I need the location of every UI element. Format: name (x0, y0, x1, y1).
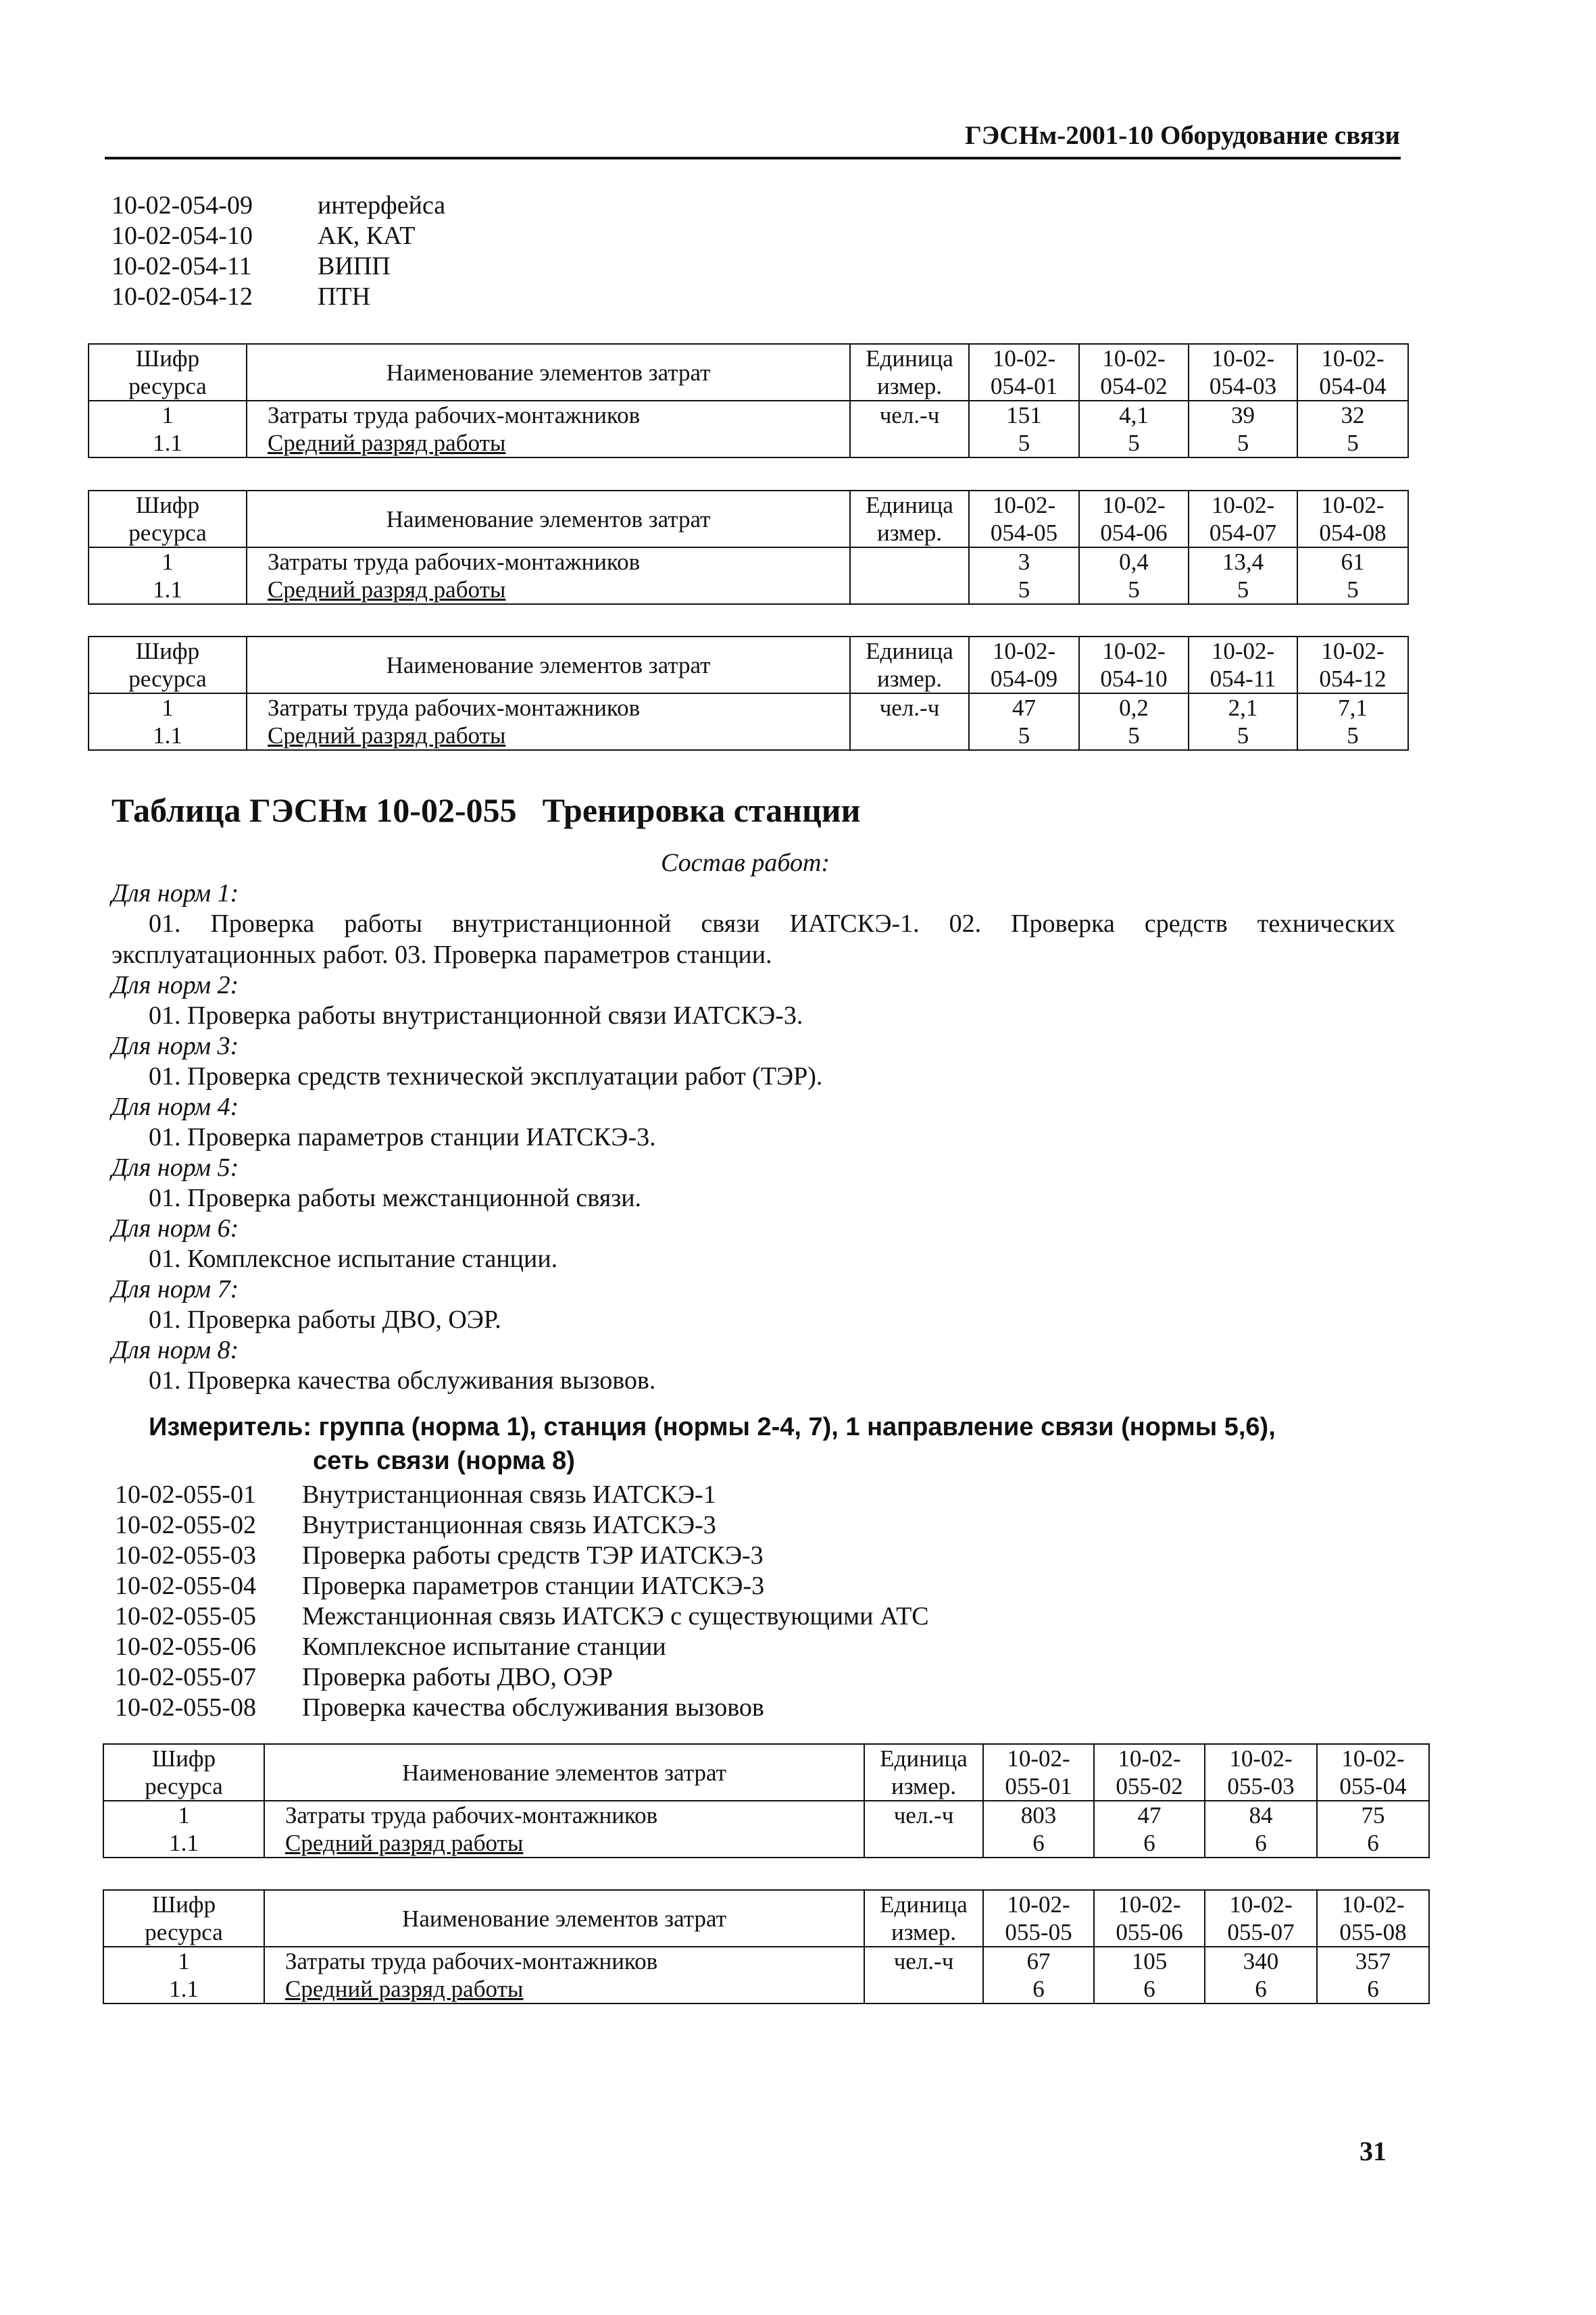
norm-label: Для норм 3: (111, 1032, 239, 1060)
norm-label: Для норм 4: (111, 1093, 239, 1121)
list-item (115, 1480, 1128, 1510)
table-row (89, 576, 1408, 604)
header-name: Наименование элементов затрат (247, 344, 850, 401)
row-value: 6 (1317, 1829, 1429, 1858)
row-unit (850, 429, 969, 457)
header-unit: Единица измер. (864, 1744, 983, 1801)
row-value: 32 (1297, 401, 1408, 429)
row-value: 6 (1094, 1975, 1205, 2003)
item-code: 10-02-055-02 (115, 1511, 256, 1539)
row-code: 1.1 (89, 429, 247, 457)
row-value: 13,4 (1189, 547, 1297, 576)
row-value: 67 (983, 1947, 1094, 1975)
header-norm-code: 10-02- 054-11 (1189, 637, 1297, 693)
table-header-row (103, 1890, 1429, 1947)
table-header-row (89, 637, 1408, 693)
row-value: 340 (1205, 1947, 1317, 1975)
table-row (89, 429, 1408, 457)
row-value: 5 (969, 576, 1079, 604)
header-norm-code: 10-02- 054-10 (1079, 637, 1189, 693)
list-item (115, 1632, 1128, 1662)
row-unit (850, 722, 969, 750)
table-row (103, 1947, 1429, 1975)
list-item (111, 191, 720, 221)
row-unit: чел.-ч (850, 693, 969, 722)
norm-work-line: 01. Проверка работы межстанционной связи. (149, 1184, 642, 1212)
item-code: 10-02-055-01 (115, 1480, 256, 1509)
list-item (115, 1571, 1128, 1601)
item-name: Межстанционная связь ИАТСКЭ с существующими АТС (302, 1602, 929, 1631)
row-value: 4,1 (1079, 401, 1189, 429)
list-item (111, 221, 720, 251)
norm-label: Для норм 8: (111, 1336, 239, 1364)
item-name: Проверка качества обслуживания вызовов (302, 1693, 764, 1722)
resource-table-1 (88, 343, 1409, 458)
meter-line: сеть связи (норма 8) (313, 1447, 575, 1475)
table-code: Таблица ГЭСНм 10-02-055 (111, 791, 517, 829)
row-value: 0,4 (1079, 547, 1189, 576)
header-norm-code: 10-02- 055-02 (1094, 1744, 1205, 1801)
list-item (115, 1541, 1128, 1571)
item-name: АК, КАТ (318, 222, 416, 250)
header-unit: Единица измер. (850, 491, 969, 547)
header-norm-code: 10-02- 054-04 (1297, 344, 1408, 401)
list-item (115, 1601, 1128, 1632)
item-code: 10-02-054-10 (111, 222, 253, 250)
row-unit: чел.-ч (850, 401, 969, 429)
row-name: Средний разряд работы (247, 722, 850, 750)
row-value: 84 (1205, 1801, 1317, 1829)
header-norm-code: 10-02- 054-02 (1079, 344, 1189, 401)
table-name: Тренировка станции (542, 791, 861, 829)
resource-table-4 (103, 1743, 1430, 1858)
resource-table-2 (88, 490, 1409, 605)
row-value: 61 (1297, 547, 1408, 576)
item-code: 10-02-054-11 (111, 252, 252, 280)
item-name: ПТН (318, 282, 371, 311)
norm-work-line: 01. Проверка качества обслуживания вызовов. (149, 1366, 656, 1395)
table-row (103, 1829, 1429, 1858)
row-value: 5 (1079, 429, 1189, 457)
row-name: Средний разряд работы (264, 1975, 864, 2003)
table-row (89, 722, 1408, 750)
header-name: Наименование элементов затрат (264, 1890, 864, 1947)
row-value: 75 (1317, 1801, 1429, 1829)
norm-work-line: 01. Проверка работы внутристанционной связи ИАТСКЭ-1. 02. Проверка средств технических (149, 910, 1395, 938)
row-unit: чел.-ч (864, 1947, 983, 1975)
header-norm-code: 10-02- 054-03 (1189, 344, 1297, 401)
norm-work-line: 01. Проверка параметров станции ИАТСКЭ-3. (149, 1123, 656, 1151)
item-code: 10-02-055-07 (115, 1663, 256, 1691)
row-value: 357 (1317, 1947, 1429, 1975)
row-value: 5 (1189, 429, 1297, 457)
header-norm-code: 10-02- 054-01 (969, 344, 1079, 401)
row-value: 47 (969, 693, 1079, 722)
header-norm-code: 10-02- 055-01 (983, 1744, 1094, 1801)
row-value: 2,1 (1189, 693, 1297, 722)
row-value: 6 (1205, 1829, 1317, 1858)
row-value: 5 (1297, 429, 1408, 457)
row-value: 6 (1317, 1975, 1429, 2003)
row-code: 1 (103, 1947, 264, 1975)
row-value: 5 (969, 722, 1079, 750)
header-norm-code: 10-02- 055-06 (1094, 1890, 1205, 1947)
row-name: Затраты труда рабочих-монтажников (264, 1947, 864, 1975)
row-name: Средний разряд работы (264, 1829, 864, 1858)
row-value: 105 (1094, 1947, 1205, 1975)
page-number: 31 (1360, 2136, 1387, 2166)
item-name: интерфейса (318, 191, 446, 220)
item-code: 10-02-054-09 (111, 191, 253, 220)
row-code: 1.1 (103, 1829, 264, 1858)
header-norm-code: 10-02- 054-08 (1297, 491, 1408, 547)
norm-code-list (115, 1480, 1128, 1723)
header-norm-code: 10-02- 055-05 (983, 1890, 1094, 1947)
row-name: Затраты труда рабочих-монтажников (247, 693, 850, 722)
norm-work-line: эксплуатационных работ. 03. Проверка параметров станции. (111, 941, 772, 969)
norm-label: Для норм 2: (111, 971, 239, 999)
table-header-row (89, 491, 1408, 547)
norm-work-line: 01. Проверка средств технической эксплуатации работ (ТЭР). (149, 1062, 823, 1091)
row-value: 0,2 (1079, 693, 1189, 722)
header-cipher: Шифр ресурса (89, 344, 247, 401)
row-unit (850, 576, 969, 604)
list-item (111, 282, 720, 312)
row-value: 5 (1189, 722, 1297, 750)
item-code: 10-02-055-06 (115, 1633, 256, 1661)
row-unit: чел.-ч (864, 1801, 983, 1829)
resource-table-5 (103, 1889, 1430, 2004)
header-norm-code: 10-02- 054-12 (1297, 637, 1408, 693)
list-item (115, 1510, 1128, 1541)
row-code: 1 (89, 401, 247, 429)
item-name: Внутристанционная связь ИАТСКЭ-1 (302, 1480, 716, 1509)
list-item (115, 1662, 1128, 1693)
header-norm-code: 10-02- 054-06 (1079, 491, 1189, 547)
header-cipher: Шифр ресурса (103, 1890, 264, 1947)
header-norm-code: 10-02- 055-03 (1205, 1744, 1317, 1801)
norm-work-line: 01. Комплексное испытание станции. (149, 1245, 558, 1273)
item-name: Комплексное испытание станции (302, 1633, 666, 1661)
row-value: 5 (1079, 576, 1189, 604)
row-value: 5 (1297, 576, 1408, 604)
header-divider (105, 157, 1401, 159)
norm-work-line: 01. Проверка работы ДВО, ОЭР. (149, 1305, 501, 1334)
row-code: 1 (103, 1801, 264, 1829)
row-name: Затраты труда рабочих-монтажников (247, 547, 850, 576)
header-unit: Единица измер. (850, 344, 969, 401)
header-name: Наименование элементов затрат (264, 1744, 864, 1801)
item-name: Проверка работы ДВО, ОЭР (302, 1663, 613, 1691)
row-name: Средний разряд работы (247, 429, 850, 457)
row-code: 1.1 (103, 1975, 264, 2003)
item-name: Проверка параметров станции ИАТСКЭ-3 (302, 1572, 765, 1600)
row-value: 803 (983, 1801, 1094, 1829)
row-value: 6 (983, 1975, 1094, 2003)
item-code: 10-02-054-12 (111, 282, 253, 311)
table-row (103, 1801, 1429, 1829)
resource-table-3 (88, 636, 1409, 751)
row-value: 151 (969, 401, 1079, 429)
row-value: 5 (1297, 722, 1408, 750)
row-code: 1.1 (89, 722, 247, 750)
composition-heading: Состав работ: (661, 849, 830, 877)
item-code: 10-02-055-05 (115, 1602, 256, 1631)
table-header-row (103, 1744, 1429, 1801)
measurement-unit-note (149, 1410, 1276, 1478)
header-norm-code: 10-02- 055-07 (1205, 1890, 1317, 1947)
table-row (89, 401, 1408, 429)
header-norm-code: 10-02- 055-04 (1317, 1744, 1429, 1801)
header-norm-code: 10-02- 054-09 (969, 637, 1079, 693)
row-code: 1.1 (89, 576, 247, 604)
item-code: 10-02-055-04 (115, 1572, 256, 1600)
header-unit: Единица измер. (864, 1890, 983, 1947)
item-name: Проверка работы средств ТЭР ИАТСКЭ-3 (302, 1541, 764, 1570)
header-unit: Единица измер. (850, 637, 969, 693)
row-unit (864, 1829, 983, 1858)
row-name: Затраты труда рабочих-монтажников (264, 1801, 864, 1829)
header-name: Наименование элементов затрат (247, 491, 850, 547)
header-name: Наименование элементов затрат (247, 637, 850, 693)
header-cipher: Шифр ресурса (89, 491, 247, 547)
row-unit (864, 1975, 983, 2003)
row-value: 6 (1205, 1975, 1317, 2003)
row-unit (850, 547, 969, 576)
list-item (115, 1693, 1128, 1723)
running-header: ГЭСНм-2001-10 Оборудование связи (964, 121, 1400, 150)
table-row (89, 547, 1408, 576)
row-value: 5 (1189, 576, 1297, 604)
table-row (103, 1975, 1429, 2003)
norm-label: Для норм 7: (111, 1275, 239, 1303)
header-norm-code: 10-02- 055-08 (1317, 1890, 1429, 1947)
item-code: 10-02-055-08 (115, 1693, 256, 1722)
row-name: Затраты труда рабочих-монтажников (247, 401, 850, 429)
table-row (89, 693, 1408, 722)
norm-label: Для норм 1: (111, 879, 239, 907)
item-name: Внутристанционная связь ИАТСКЭ-3 (302, 1511, 716, 1539)
header-cipher: Шифр ресурса (103, 1744, 264, 1801)
row-value: 5 (1079, 722, 1189, 750)
section-title (111, 791, 860, 830)
row-value: 39 (1189, 401, 1297, 429)
header-norm-code: 10-02- 054-07 (1189, 491, 1297, 547)
row-value: 6 (1094, 1829, 1205, 1858)
list-item (111, 251, 720, 282)
row-name: Средний разряд работы (247, 576, 850, 604)
meter-line: Измеритель: группа (норма 1), станция (нормы 2-4, 7), 1 направление связи (нормы 5,6), (149, 1413, 1276, 1441)
work-composition (111, 878, 1395, 1396)
table-header-row (89, 344, 1408, 401)
row-value: 7,1 (1297, 693, 1408, 722)
row-code: 1 (89, 693, 247, 722)
item-name: ВИПП (318, 252, 391, 280)
top-code-list (111, 191, 720, 312)
item-code: 10-02-055-03 (115, 1541, 256, 1570)
header-cipher: Шифр ресурса (89, 637, 247, 693)
row-value: 6 (983, 1829, 1094, 1858)
header-norm-code: 10-02- 054-05 (969, 491, 1079, 547)
norm-work-line: 01. Проверка работы внутристанционной связи ИАТСКЭ-3. (149, 1001, 803, 1030)
row-value: 47 (1094, 1801, 1205, 1829)
norm-label: Для норм 6: (111, 1214, 239, 1243)
row-value: 3 (969, 547, 1079, 576)
norm-label: Для норм 5: (111, 1153, 239, 1182)
row-value: 5 (969, 429, 1079, 457)
row-code: 1 (89, 547, 247, 576)
